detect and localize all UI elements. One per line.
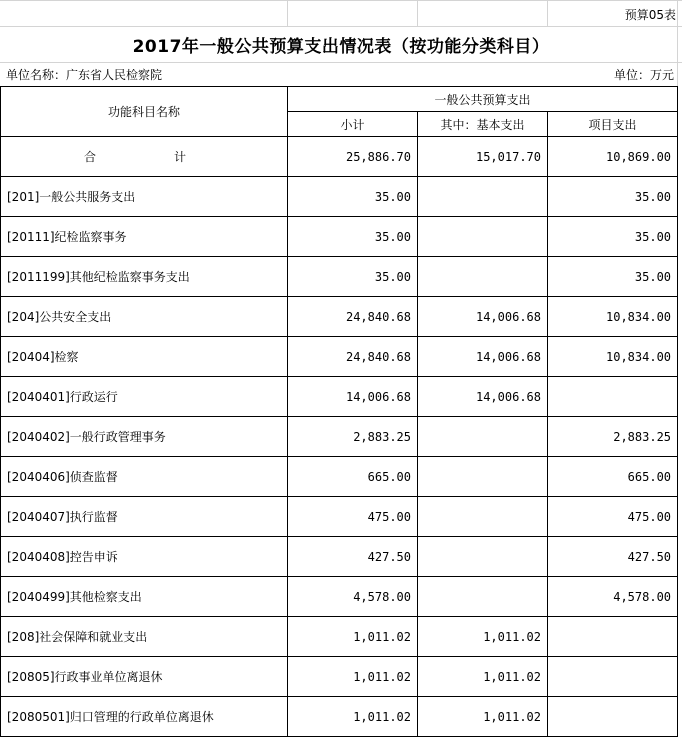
unit-name: 单位名称：广东省人民检察院 bbox=[6, 68, 163, 82]
row-subtotal: 25,886.70 bbox=[288, 137, 418, 177]
header-category: 功能科目名称 bbox=[1, 87, 288, 137]
row-basic bbox=[418, 457, 548, 497]
row-basic bbox=[418, 577, 548, 617]
row-basic bbox=[418, 417, 548, 457]
row-name: 合 计 bbox=[1, 137, 288, 177]
row-subtotal: 35.00 bbox=[288, 217, 418, 257]
row-basic: 14,006.68 bbox=[418, 337, 548, 377]
gridline bbox=[0, 26, 682, 27]
row-project: 665.00 bbox=[548, 457, 678, 497]
row-project: 35.00 bbox=[548, 177, 678, 217]
table-row bbox=[1, 417, 678, 457]
row-project: 10,869.00 bbox=[548, 137, 678, 177]
table-row bbox=[1, 377, 678, 417]
table-row bbox=[1, 457, 678, 497]
row-basic bbox=[418, 497, 548, 537]
row-name: [2040408]控告申诉 bbox=[1, 537, 288, 577]
gridline bbox=[287, 0, 288, 26]
row-basic: 14,006.68 bbox=[418, 297, 548, 337]
row-subtotal: 1,011.02 bbox=[288, 697, 418, 737]
row-subtotal: 2,883.25 bbox=[288, 417, 418, 457]
row-name: [2040401]行政运行 bbox=[1, 377, 288, 417]
row-subtotal: 14,006.68 bbox=[288, 377, 418, 417]
row-subtotal: 1,011.02 bbox=[288, 657, 418, 697]
gridline bbox=[0, 62, 682, 63]
table-row bbox=[1, 177, 678, 217]
row-name: [2040406]侦查监督 bbox=[1, 457, 288, 497]
row-project bbox=[548, 657, 678, 697]
unit-label: 单位：万元 bbox=[613, 68, 674, 82]
row-project: 2,883.25 bbox=[548, 417, 678, 457]
row-project: 35.00 bbox=[548, 257, 678, 297]
table-row bbox=[1, 297, 678, 337]
row-basic: 1,011.02 bbox=[418, 617, 548, 657]
row-subtotal: 24,840.68 bbox=[288, 337, 418, 377]
row-name: [2040407]执行监督 bbox=[1, 497, 288, 537]
row-name: [20404]检察 bbox=[1, 337, 288, 377]
row-basic: 1,011.02 bbox=[418, 657, 548, 697]
row-subtotal: 4,578.00 bbox=[288, 577, 418, 617]
row-project bbox=[548, 697, 678, 737]
header-subtotal: 小计 bbox=[288, 112, 418, 137]
gridline bbox=[0, 0, 682, 1]
table-row bbox=[1, 657, 678, 697]
header-row bbox=[1, 87, 678, 112]
row-subtotal: 427.50 bbox=[288, 537, 418, 577]
row-name: [2040499]其他检察支出 bbox=[1, 577, 288, 617]
row-basic: 15,017.70 bbox=[418, 137, 548, 177]
header-basic: 其中：基本支出 bbox=[418, 112, 548, 137]
header-project: 项目支出 bbox=[548, 112, 678, 137]
row-basic: 1,011.02 bbox=[418, 697, 548, 737]
table-row bbox=[1, 617, 678, 657]
row-subtotal: 475.00 bbox=[288, 497, 418, 537]
row-name: [201]一般公共服务支出 bbox=[1, 177, 288, 217]
row-project: 10,834.00 bbox=[548, 297, 678, 337]
table-row bbox=[1, 217, 678, 257]
row-name: [2080501]归口管理的行政单位离退休 bbox=[1, 697, 288, 737]
row-basic bbox=[418, 177, 548, 217]
row-project: 475.00 bbox=[548, 497, 678, 537]
gridline bbox=[547, 0, 548, 26]
table-row bbox=[1, 337, 678, 377]
row-name: [204]公共安全支出 bbox=[1, 297, 288, 337]
row-basic bbox=[418, 257, 548, 297]
row-name: [2011199]其他纪检监察事务支出 bbox=[1, 257, 288, 297]
row-subtotal: 35.00 bbox=[288, 177, 418, 217]
row-basic: 14,006.68 bbox=[418, 377, 548, 417]
row-subtotal: 1,011.02 bbox=[288, 617, 418, 657]
row-project: 35.00 bbox=[548, 217, 678, 257]
form-code: 预算05表 bbox=[624, 8, 676, 22]
row-name: [20111]纪检监察事务 bbox=[1, 217, 288, 257]
table-row bbox=[1, 697, 678, 737]
row-subtotal: 24,840.68 bbox=[288, 297, 418, 337]
unit-line bbox=[0, 66, 682, 84]
budget-table bbox=[0, 86, 678, 737]
table-row bbox=[1, 497, 678, 537]
total-row bbox=[1, 137, 678, 177]
row-project: 4,578.00 bbox=[548, 577, 678, 617]
header-group: 一般公共预算支出 bbox=[288, 87, 678, 112]
row-subtotal: 665.00 bbox=[288, 457, 418, 497]
gridline bbox=[417, 0, 418, 26]
row-name: [2040402]一般行政管理事务 bbox=[1, 417, 288, 457]
row-basic bbox=[418, 537, 548, 577]
row-subtotal: 35.00 bbox=[288, 257, 418, 297]
row-project bbox=[548, 617, 678, 657]
row-basic bbox=[418, 217, 548, 257]
row-project: 10,834.00 bbox=[548, 337, 678, 377]
table-row bbox=[1, 577, 678, 617]
row-name: [20805]行政事业单位离退休 bbox=[1, 657, 288, 697]
table-row bbox=[1, 537, 678, 577]
row-project bbox=[548, 377, 678, 417]
row-name: [208]社会保障和就业支出 bbox=[1, 617, 288, 657]
row-project: 427.50 bbox=[548, 537, 678, 577]
page-title: 2017年一般公共预算支出情况表（按功能分类科目） bbox=[132, 37, 550, 57]
table-row bbox=[1, 257, 678, 297]
